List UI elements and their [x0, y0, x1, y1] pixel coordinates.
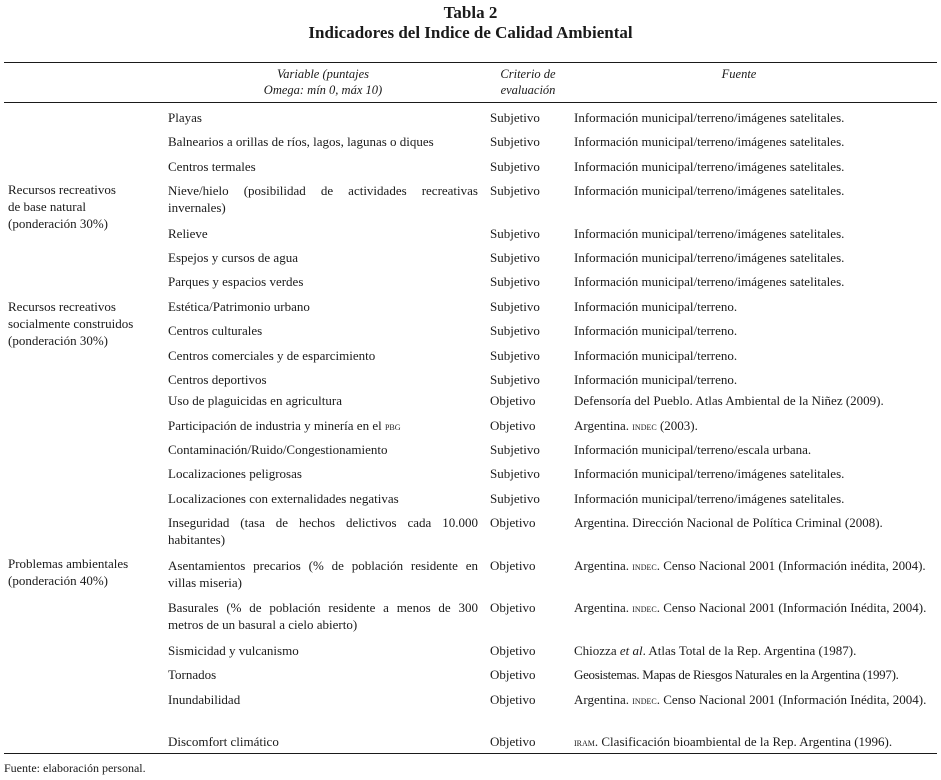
fuente-cell: Información municipal/terreno.	[574, 348, 738, 363]
acronym-indec: indec	[632, 693, 657, 707]
fuente-cell: Información municipal/terreno/imágenes satelitales.	[574, 110, 845, 125]
fuente-text: . Atlas Total de la Rep. Argentina (1987).	[642, 643, 857, 658]
variable-cell: Contaminación/Ruido/Congestionamiento	[168, 442, 388, 457]
criterio-cell: Objetivo	[490, 734, 536, 749]
variable-cell: Localizaciones con externalidades negativas	[168, 491, 399, 506]
criterio-cell: Subjetivo	[490, 442, 540, 457]
variable-cell: Nieve/hielo (posibilidad de actividades recreativas invernales)	[168, 183, 478, 215]
variable-cell: Playas	[168, 110, 202, 125]
criterio-cell: Subjetivo	[490, 323, 540, 338]
criterio-cell: Subjetivo	[490, 348, 540, 363]
variable-cell: Centros culturales	[168, 323, 263, 338]
criterio-cell: Subjetivo	[490, 183, 540, 198]
acronym-pbg: pbg	[384, 419, 401, 433]
acronym-indec: indec	[632, 601, 657, 615]
fuente-cell	[574, 417, 934, 435]
criterio-cell: Objetivo	[490, 393, 536, 408]
acronym-iram: iram	[574, 735, 595, 749]
criterio-cell: Objetivo	[490, 667, 536, 682]
criterio-cell: Objetivo	[490, 558, 536, 573]
fuente-cell: Información municipal/terreno/imágenes satelitales.	[574, 274, 845, 289]
criterio-cell: Subjetivo	[490, 274, 540, 289]
variable-cell: Basurales (% de población residente a menos de 300 metros de un basural a cielo abierto)	[168, 600, 478, 632]
variable-cell: Discomfort climático	[168, 734, 279, 749]
variable-cell: Inseguridad (tasa de hechos delictivos cada 10.000 habitantes)	[168, 515, 478, 547]
variable-cell: Balnearios a orillas de ríos, lagos, lagunas o diques	[168, 134, 434, 149]
acronym-indec: indec	[632, 419, 657, 433]
variable-cell: Estética/Patrimonio urbano	[168, 299, 310, 314]
criterio-cell: Objetivo	[490, 515, 536, 530]
criterio-cell: Subjetivo	[490, 110, 540, 125]
fuente-cell	[574, 733, 934, 751]
variable-cell: Uso de plaguicidas en agricultura	[168, 393, 342, 408]
criterio-cell: Subjetivo	[490, 250, 540, 265]
fuente-text: Argentina.	[574, 600, 633, 615]
variable-cell: Centros comerciales y de esparcimiento	[168, 348, 376, 363]
fuente-text: . Clasificación bioambiental de la Rep. Argentina (1996).	[594, 734, 893, 749]
fuente-cell: Información municipal/terreno/imágenes satelitales.	[574, 183, 845, 198]
variable-cell: Localizaciones peligrosas	[168, 466, 302, 481]
variable-cell: Inundabilidad	[168, 692, 241, 707]
criterio-cell: Subjetivo	[490, 466, 540, 481]
fuente-cell: Información municipal/terreno/imágenes satelitales.	[574, 466, 845, 481]
fuente-cell: Información municipal/terreno.	[574, 323, 738, 338]
group-label-line: (ponderación 30%)	[8, 333, 108, 348]
fuente-cell	[574, 599, 934, 617]
criterio-cell: Subjetivo	[490, 159, 540, 174]
top-rule	[4, 62, 937, 63]
fuente-cell: Información municipal/terreno.	[574, 372, 738, 387]
fuente-text: . Censo Nacional 2001 (Información Inédita, 2004).	[656, 600, 927, 615]
fuente-cell: Información municipal/terreno.	[574, 299, 738, 314]
fuente-text: . Censo Nacional 2001 (Información inédita, 2004).	[656, 558, 926, 573]
variable-cell	[168, 417, 478, 435]
bottom-rule	[4, 753, 937, 754]
fuente-text: . Censo Nacional 2001 (Información Inédita, 2004).	[656, 692, 927, 707]
table-footnote: Fuente: elaboración personal.	[4, 761, 146, 775]
variable-cell: Asentamientos precarios (% de población residente en villas miseria)	[168, 558, 478, 590]
fuente-cell: Información municipal/terreno/imágenes satelitales.	[574, 159, 845, 174]
fuente-cell	[574, 691, 934, 709]
variable-cell: Tornados	[168, 667, 217, 682]
criterio-cell: Objetivo	[490, 600, 536, 615]
variable-cell: Parques y espacios verdes	[168, 274, 304, 289]
header-fuente: Fuente	[721, 67, 757, 81]
variable-cell: Relieve	[168, 226, 208, 241]
fuente-text: (2003).	[656, 418, 698, 433]
criterio-cell: Subjetivo	[490, 134, 540, 149]
fuente-text: Argentina.	[574, 692, 633, 707]
group-label-problemas	[8, 555, 168, 589]
variable-text: Participación de industria y minería en el	[168, 418, 385, 433]
fuente-cell: Información municipal/terreno/imágenes satelitales.	[574, 250, 845, 265]
group-label-line: de base natural	[8, 199, 86, 214]
header-criterio	[488, 66, 568, 98]
group-label-social	[8, 298, 168, 349]
criterio-cell: Objetivo	[490, 692, 536, 707]
variable-cell: Centros termales	[168, 159, 256, 174]
variable-cell: Sismicidad y vulcanismo	[168, 643, 299, 658]
group-label-line: (ponderación 40%)	[8, 573, 108, 588]
criterio-cell: Subjetivo	[490, 372, 540, 387]
fuente-cell: Información municipal/terreno/imágenes satelitales.	[574, 226, 845, 241]
criterio-cell: Subjetivo	[490, 299, 540, 314]
group-label-line: (ponderación 30%)	[8, 216, 108, 231]
criterio-cell: Subjetivo	[490, 226, 540, 241]
header-rule	[4, 102, 937, 103]
fuente-text: Argentina.	[574, 558, 633, 573]
criterio-cell: Objetivo	[490, 643, 536, 658]
group-label-line: socialmente construidos	[8, 316, 134, 331]
header-criterio-line1: Criterio de	[500, 67, 556, 81]
acronym-indec: indec	[632, 559, 657, 573]
group-label-line: Recursos recreativos	[8, 182, 116, 197]
header-variable-line2: Omega: mín 0, máx 10)	[263, 83, 383, 97]
fuente-cell: Información municipal/terreno/imágenes satelitales.	[574, 491, 845, 506]
header-variable	[168, 66, 478, 98]
fuente-text: Chiozza	[574, 643, 620, 658]
table-number: Tabla 2	[443, 3, 498, 22]
group-label-line: Problemas ambientales	[8, 556, 129, 571]
variable-cell: Centros deportivos	[168, 372, 267, 387]
fuente-cell: Información municipal/terreno/imágenes satelitales.	[574, 134, 845, 149]
header-criterio-line2: evaluación	[500, 83, 556, 97]
fuente-cell: Argentina. Dirección Nacional de Política Criminal (2008).	[574, 515, 883, 530]
et-al-italic: et al	[619, 643, 643, 658]
criterio-cell: Subjetivo	[490, 491, 540, 506]
fuente-text: Argentina.	[574, 418, 633, 433]
fuente-cell	[574, 557, 934, 575]
group-label-natural	[8, 181, 168, 232]
fuente-cell: Geosistemas. Mapas de Riesgos Naturales en la Argentina (1997).	[574, 667, 899, 682]
fuente-cell	[574, 642, 934, 659]
header-variable-line1: Variable (puntajes	[276, 67, 369, 81]
variable-cell: Espejos y cursos de agua	[168, 250, 298, 265]
group-label-line: Recursos recreativos	[8, 299, 116, 314]
table-title: Indicadores del Indice de Calidad Ambiental	[308, 23, 633, 42]
fuente-cell: Información municipal/terreno/escala urbana.	[574, 442, 812, 457]
criterio-cell: Objetivo	[490, 418, 536, 433]
fuente-cell: Defensoría del Pueblo. Atlas Ambiental de la Niñez (2009).	[574, 393, 884, 408]
